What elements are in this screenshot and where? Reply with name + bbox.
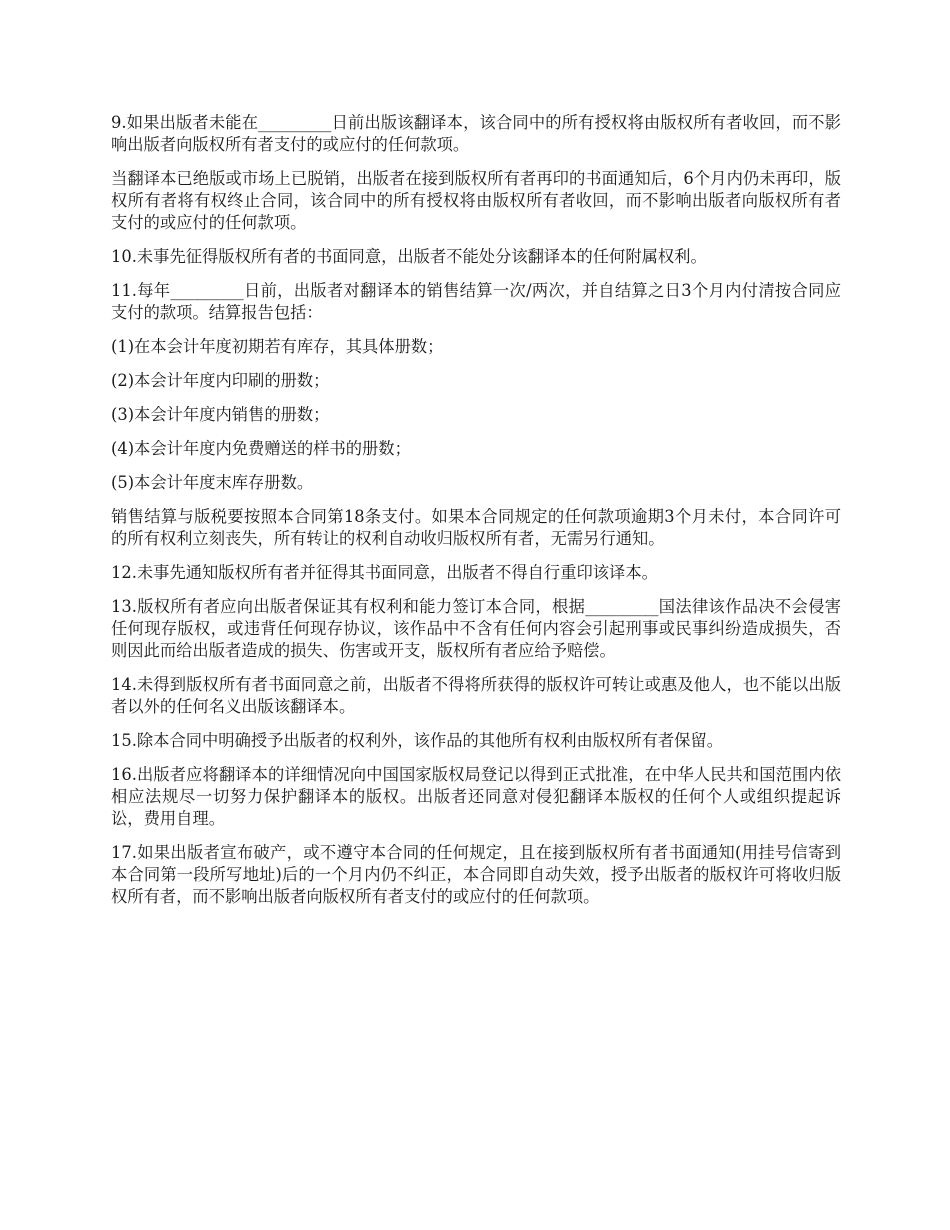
clause-11-item-5: (5)本会计年度末库存册数。 xyxy=(111,473,314,492)
clause-17: 17.如果出版者宣布破产，或不遵守本合同的任何规定，且在接到版权所有者书面通知(用挂号信寄到本合同第一段所写地址)后的一个月内仍不纠正，本合同即自动失效，授予出版者的版权许可将收归版权所有者，而不影响出版者向版权所有者支付的或应付的任何款项。 xyxy=(111,843,841,906)
clause-10: 10.未事先征得版权所有者的书面同意，出版者不能处分该翻译本的任何附属权利。 xyxy=(111,247,707,266)
clause-11-payment: 销售结算与版税要按照本合同第18条支付。如果本合同规定的任何款项逾期3个月未付，本合同许可的所有权利立刻丧失，所有转让的权利自动收归版权所有者，无需另行通知。 xyxy=(111,507,841,548)
clause-16: 16.出版者应将翻译本的详细情况向中国国家版权局登记以得到正式批准，在中华人民共和国范围内依相应法规尽一切努力保护翻译本的版权。出版者还同意对侵犯翻译本版权的任何个人或组织提起诉讼，费用自理。 xyxy=(111,765,841,828)
document-page xyxy=(111,112,841,920)
clause-11-item-3: (3)本会计年度内销售的册数； xyxy=(111,405,330,424)
clause-9-out-of-print: 当翻译本已绝版或市场上已脱销，出版者在接到版权所有者再印的书面通知后，6个月内仍未再印，版权所有者将有权终止合同，该合同中的所有授权将由版权所有者收回，而不影响出版者向版权所有者支付的或应付的任何款项。 xyxy=(111,169,841,232)
clause-15: 15.除本合同中明确授予出版者的权利外，该作品的其他所有权利由版权所有者保留。 xyxy=(111,731,724,750)
clause-11-item-4: (4)本会计年度内免费赠送的样书的册数； xyxy=(111,439,411,458)
clause-11: 11.每年_________日前，出版者对翻译本的销售结算一次/两次，并自结算之日3个月内付清按合同应支付的款项。结算报告包括： xyxy=(111,281,841,322)
clause-12: 12.未事先通知版权所有者并征得其书面同意，出版者不得自行重印该译本。 xyxy=(111,563,658,582)
clause-13: 13.版权所有者应向出版者保证其有权利和能力签订本合同，根据_________国法律该作品决不会侵害任何现存版权，或违背任何现存协议，该作品中不含有任何内容会引起刑事或民事纠纷造成损失，否则因此而给出版者造成的损失、伤害或开支，版权所有者应给予赔偿。 xyxy=(111,597,841,660)
clause-14: 14.未得到版权所有者书面同意之前，出版者不得将所获得的版权许可转让或惠及他人，也不能以出版者以外的任何名义出版该翻译本。 xyxy=(111,675,841,716)
clause-9: 9.如果出版者未能在_________日前出版该翻译本，该合同中的所有授权将由版权所有者收回，而不影响出版者向版权所有者支付的或应付的任何款项。 xyxy=(111,113,841,154)
clause-11-item-2: (2)本会计年度内印刷的册数； xyxy=(111,371,330,390)
clause-11-item-1: (1)在本会计年度初期若有库存，其具体册数； xyxy=(111,337,444,356)
